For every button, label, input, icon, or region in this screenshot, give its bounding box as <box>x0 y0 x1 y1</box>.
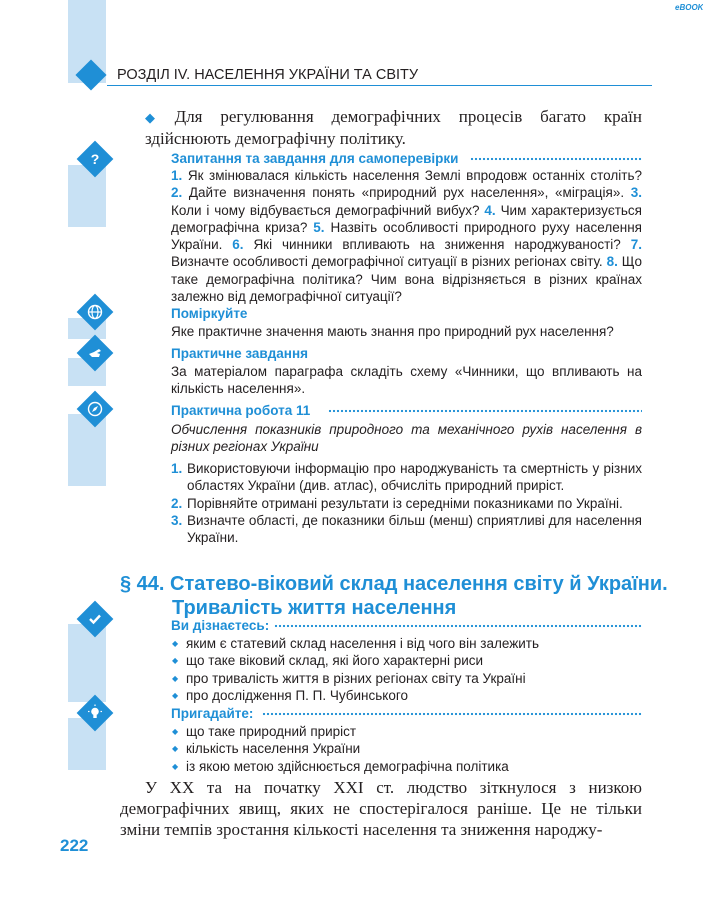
think-text: Яке практичне значення мають знання про природний рух населення? <box>171 324 614 339</box>
list-item: ◆ про тривалість життя в різних регіонах світу та Україні <box>171 670 642 687</box>
practical-work-subtitle: Обчислення показників природного та механічного рухів населення в різних регіонах України <box>171 422 642 455</box>
paragraph-title-line2: Тривалість життя населення <box>172 597 457 619</box>
practical-task-text: За матеріалом параграфа складіть схему «Чинники, що впливають на кількість населення». <box>171 364 642 397</box>
list-item: ◆ що таке природний приріст <box>171 723 642 740</box>
question-number: 4. <box>484 202 496 218</box>
question-text: Як змінювалася кількість населення Землі впродовж останніх століть? <box>187 168 642 183</box>
selfcheck-questions <box>171 167 642 305</box>
selfcheck-title: Запитання та завдання для самоперевірки <box>171 151 459 166</box>
learn-list <box>171 635 642 704</box>
question-number: 5. <box>313 219 325 235</box>
learn-title: Ви дізнаєтесь: <box>171 618 270 633</box>
list-item: ◆ кількість населення України <box>171 740 642 757</box>
question-number: 3. <box>630 185 642 201</box>
globe-icon <box>85 302 105 322</box>
list-item: 3. Визначте області, де показники більш (менш) сприятливі для населення України. <box>171 512 642 546</box>
checkmark-icon <box>85 609 105 629</box>
question-number: 2. <box>171 185 183 201</box>
question-number: 7. <box>630 237 642 253</box>
list-item: ◆ про дослідження П. П. Чубинського <box>171 687 642 704</box>
paragraph-title <box>120 572 668 620</box>
page-number: 222 <box>60 836 89 855</box>
intro-paragraph <box>145 106 642 149</box>
question-text: Назвіть особливості природного руху населення України. <box>171 219 642 253</box>
question-text: Які чинники впливають на зниження народжуваності? <box>253 237 621 253</box>
practical-task-title: Практичне завдання <box>171 346 308 361</box>
remember-title: Пригадайте: <box>171 706 254 721</box>
margin-block-work <box>68 414 106 486</box>
question-text: Коли і чому відбувається демографічний вибух? <box>171 202 480 218</box>
margin-block-learn <box>68 624 106 702</box>
list-item: 2. Порівняйте отримані результати із середніми показниками по Україні. <box>171 495 623 511</box>
main-text: У XX та на початку XXI ст. людство зіткнулося з низкою демографічних явищ, яких не спостерігалося раніше. Це не тільки зміни темпів зростання кількості населення та зниження народжу- <box>120 778 642 839</box>
list-item: ◆ яким є статевий склад населення і від чого він залежить <box>171 635 642 652</box>
practical-work-steps <box>171 460 642 546</box>
remember-list <box>171 723 642 775</box>
diamond-bullet-icon: ◆ <box>145 110 169 125</box>
question-number: 8. <box>606 254 618 270</box>
paragraph-title-line1: Статево-віковий склад населення світу й України. <box>170 573 668 595</box>
selfcheck-dotline <box>470 157 642 161</box>
practical-work-dotline <box>328 409 642 413</box>
learn-dotline <box>274 624 642 628</box>
question-text: Визначте особливості демографічної ситуації в різних регіонах світу. <box>171 254 603 270</box>
paragraph-number: § 44. <box>120 573 165 595</box>
list-item: ◆ із якою метою здійснюється демографічна політика <box>171 758 642 775</box>
question-text: Дайте визначення понять «природний рух населення», «міграція». <box>188 185 625 201</box>
list-item: 1. Використовуючи інформацію про народжуваність та смертність у різних областях України (див. атлас), обчисліть природний приріст. <box>171 461 642 494</box>
lightbulb-icon <box>85 703 105 723</box>
remember-dotline <box>262 712 642 716</box>
practical-work-title: Практична робота 11 <box>171 403 311 418</box>
question-number: 6. <box>232 237 244 253</box>
intro-text: Для регулювання демографічних процесів багато країн здійснюють демографічну політику. <box>145 107 643 148</box>
question-number: 1. <box>171 168 183 183</box>
think-title: Поміркуйте <box>171 306 248 321</box>
hand-icon <box>85 343 105 363</box>
compass-icon <box>85 399 105 419</box>
question-icon <box>85 149 105 169</box>
margin-block-questions <box>68 165 106 227</box>
question-text: Що таке демографічна політика? Чим вона відрізняється в різних країнах залежно від демографічної ситуації? <box>171 254 642 305</box>
question-text: Чим характеризується демографічна криза? <box>171 202 642 235</box>
ebook-logo: eBOOK <box>675 3 703 12</box>
svg-text:?: ? <box>90 151 100 167</box>
header-rule <box>107 85 652 86</box>
running-header: РОЗДІЛ IV. НАСЕЛЕННЯ УКРАЇНИ ТА СВІТУ <box>117 67 419 83</box>
list-item: ◆ що таке віковий склад, які його характерні риси <box>171 652 642 669</box>
